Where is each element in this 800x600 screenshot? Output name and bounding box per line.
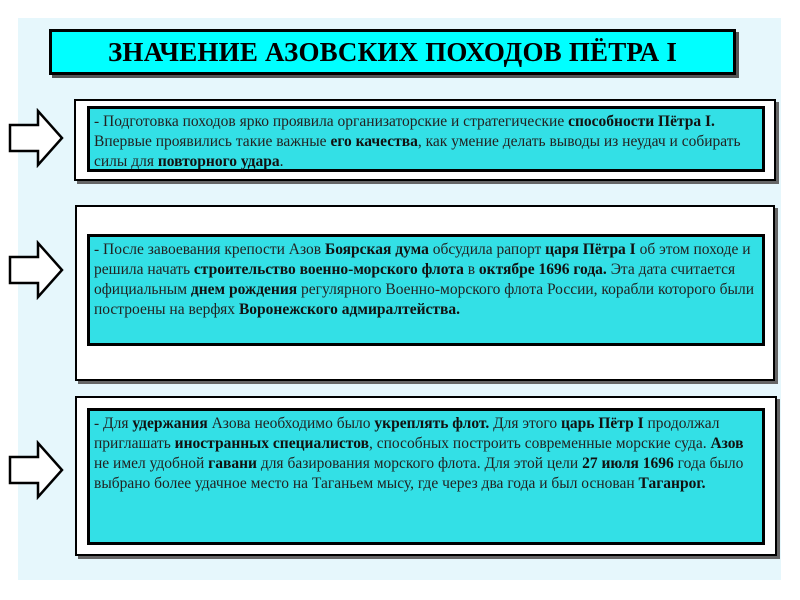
- arrow-right-icon: [8, 108, 64, 168]
- text-block: [87, 106, 765, 172]
- bold-text: иностранных специалистов: [174, 435, 369, 452]
- bold-text: способности Пётра I.: [568, 113, 715, 130]
- bold-text: днем рождения: [190, 281, 298, 298]
- text: - Подготовка походов ярко проявила организаторские и стратегические: [94, 113, 569, 130]
- text: - После завоевания крепости Азов: [94, 241, 325, 258]
- text: в: [463, 261, 479, 278]
- text: , способных построить современные морские суда.: [369, 435, 711, 452]
- text: года было выбрано более удачное место на Таганьем мысу, где через два года и был основан: [94, 455, 744, 492]
- bold-text: укреплять флот.: [374, 415, 490, 432]
- bold-text: строительство военно-морского флота: [193, 261, 464, 278]
- bold-text: Азов: [710, 435, 744, 452]
- page-title: ЗНАЧЕНИЕ АЗОВСКИХ ПОХОДОВ ПЁТРА I: [107, 36, 678, 67]
- title-box: [49, 29, 736, 75]
- bold-text: удержания: [132, 415, 208, 432]
- bold-text: гавани: [208, 455, 257, 472]
- bold-text: Воронежского адмиралтейства.: [238, 301, 460, 318]
- text: для базирования морского флота. Для этой цели: [256, 455, 583, 472]
- text-block: [87, 234, 765, 346]
- text: об этом походе и решила начать: [94, 241, 751, 278]
- bold-text: царь Пётр I: [560, 415, 644, 432]
- arrow-right-icon: [8, 240, 64, 300]
- text: Эта дата считается официальным: [94, 261, 736, 298]
- text: продолжал приглашать: [94, 415, 720, 452]
- text: Впервые проявились такие важные: [94, 133, 331, 150]
- text-block: [87, 408, 765, 545]
- bold-text: царя Пётра I: [545, 241, 636, 258]
- text: , как умение делать выводы из неудач и собирать силы для: [94, 133, 741, 170]
- text: обсудила рапорт: [428, 241, 546, 258]
- text: Азова необходимо было: [207, 415, 375, 432]
- bold-text: Боярская дума: [324, 241, 429, 258]
- bold-text: октябре 1696 года.: [478, 261, 607, 278]
- text: .: [279, 153, 284, 170]
- arrow-right-icon: [8, 440, 64, 500]
- bold-text: Таганрог.: [638, 475, 706, 492]
- text: не имел удобной: [94, 455, 209, 472]
- bold-text: его качества: [330, 133, 418, 150]
- text: - Для: [94, 415, 133, 432]
- text: регулярного Военно-морского флота России, корабли которого были построены на верфях: [94, 281, 754, 318]
- text: Для этого: [489, 415, 561, 432]
- bold-text: повторного удара: [157, 153, 280, 170]
- bold-text: 27 июля 1696: [582, 455, 674, 472]
